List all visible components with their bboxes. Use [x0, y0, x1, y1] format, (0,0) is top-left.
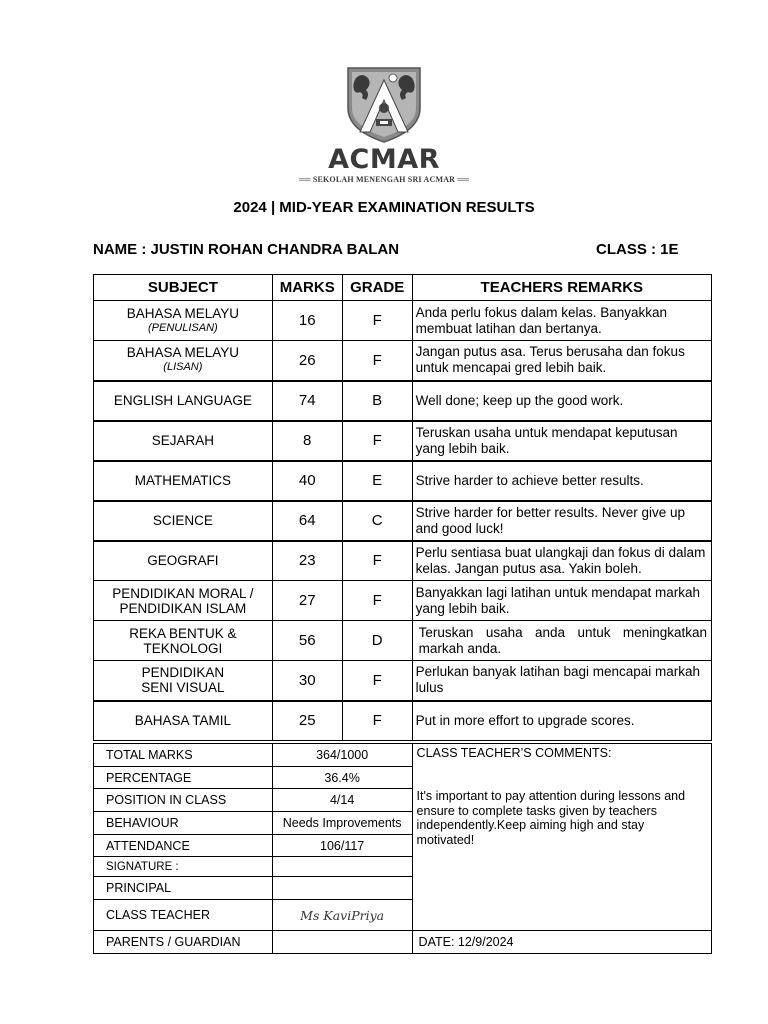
- subject-cell: BAHASA TAMIL: [94, 701, 273, 741]
- grade-cell: B: [342, 381, 412, 421]
- subject-name: PENDIDIKAN MORAL /: [112, 585, 254, 601]
- subject-cell: [94, 621, 273, 661]
- marks-cell: 40: [272, 461, 342, 501]
- table-row: [94, 701, 712, 741]
- total-marks-value: 364/1000: [272, 744, 412, 767]
- grade-cell: F: [342, 301, 412, 341]
- school-logo-subtitle: ══ SEKOLAH MENENGAH SRI ACMAR ══: [298, 175, 470, 184]
- marks-cell: 64: [272, 501, 342, 541]
- remark-cell: Put in more effort to upgrade scores.: [412, 701, 711, 741]
- marks-cell: 8: [272, 421, 342, 461]
- grade-cell: F: [342, 581, 412, 621]
- subject-name-line2: SENI VISUAL: [141, 680, 225, 696]
- subject-cell: [94, 301, 273, 341]
- principal-label: PRINCIPAL: [94, 877, 273, 900]
- subject-cell: SEJARAH: [94, 421, 273, 461]
- school-logo: [290, 64, 478, 188]
- signature-label: SIGNATURE :: [94, 857, 273, 877]
- student-name: NAME : JUSTIN ROHAN CHANDRA BALAN: [93, 241, 400, 258]
- remark-cell: Strive harder to achieve better results.: [412, 461, 711, 501]
- comments-text: It's important to pay attention during lessons and ensure to complete tasks given by teachers independently.Keep aiming high and stay motivated!: [416, 789, 686, 847]
- school-logo-name: ACMAR: [328, 144, 440, 175]
- header-grade: GRADE: [342, 275, 412, 301]
- subject-name: BAHASA MELAYU: [126, 345, 240, 361]
- position-value: 4/14: [272, 789, 412, 812]
- marks-cell: 27: [272, 581, 342, 621]
- principal-signature: [272, 877, 412, 900]
- remark-cell: Perlu sentiasa buat ulangkaji dan fokus di dalam kelas. Jangan putus asa. Yakin boleh.: [412, 541, 711, 581]
- results-table: [93, 274, 712, 741]
- grade-cell: D: [342, 621, 412, 661]
- table-row: [94, 541, 712, 581]
- grade-cell: F: [342, 701, 412, 741]
- student-class: CLASS : 1E: [596, 241, 679, 258]
- parents-label: PARENTS / GUARDIAN: [94, 931, 273, 954]
- subject-cell: [94, 661, 273, 701]
- table-row: [94, 661, 712, 701]
- remark-cell: Well done; keep up the good work.: [412, 381, 711, 421]
- marks-cell: 25: [272, 701, 342, 741]
- subject-name: REKA BENTUK &: [129, 625, 237, 641]
- remark-cell: Banyakkan lagi latihan untuk mendapat markah yang lebih baik.: [412, 581, 711, 621]
- class-teacher-signature: Ms KaviPriya: [272, 900, 412, 931]
- marks-cell: 74: [272, 381, 342, 421]
- subject-subtitle: (LISAN): [163, 361, 203, 374]
- school-crest-icon: [290, 64, 478, 144]
- header-subject: SUBJECT: [94, 275, 273, 301]
- behaviour-value: Needs Improvements: [272, 812, 412, 835]
- table-row: [94, 461, 712, 501]
- summary-row-parents: [94, 931, 712, 954]
- parents-signature: [272, 931, 412, 954]
- grade-cell: C: [342, 501, 412, 541]
- marks-cell: 56: [272, 621, 342, 661]
- marks-cell: 23: [272, 541, 342, 581]
- subject-cell: [94, 581, 273, 621]
- attendance-value: 106/117: [272, 834, 412, 857]
- remark-line1: Teruskan usaha anda untuk meningkatkan: [418, 624, 707, 640]
- document-title: 2024 | MID-YEAR EXAMINATION RESULTS: [233, 199, 535, 216]
- subject-name-line2: TEKNOLOGI: [143, 640, 223, 656]
- subject-cell: MATHEMATICS: [94, 461, 273, 501]
- subject-name: BAHASA MELAYU: [126, 305, 240, 321]
- subject-name: PENDIDIKAN: [141, 665, 225, 681]
- table-row: [94, 301, 712, 341]
- grade-cell: E: [342, 461, 412, 501]
- marks-cell: 26: [272, 341, 342, 381]
- table-row: [94, 581, 712, 621]
- remark-cell: Jangan putus asa. Terus berusaha dan fokus untuk mencapai gred lebih baik.: [412, 341, 711, 381]
- attendance-label: ATTENDANCE: [94, 834, 273, 857]
- grade-cell: F: [342, 541, 412, 581]
- grade-cell: F: [342, 661, 412, 701]
- comments-title: CLASS TEACHER’S COMMENTS:: [416, 746, 612, 760]
- subject-cell: SCIENCE: [94, 501, 273, 541]
- report-date: DATE: 12/9/2024: [412, 931, 711, 954]
- grade-cell: F: [342, 421, 412, 461]
- subject-cell: [94, 341, 273, 381]
- table-row: [94, 381, 712, 421]
- remark-line2: markah anda.: [418, 640, 502, 656]
- class-teacher-label: CLASS TEACHER: [94, 900, 273, 931]
- remark-cell: [412, 621, 711, 661]
- marks-cell: 30: [272, 661, 342, 701]
- class-teacher-comments: [412, 744, 711, 931]
- total-marks-label: TOTAL MARKS: [94, 744, 273, 767]
- table-row: [94, 621, 712, 661]
- subject-subtitle: (PENULISAN): [148, 321, 218, 334]
- signature-blank: [272, 857, 412, 877]
- subject-name-line2: PENDIDIKAN ISLAM: [119, 600, 247, 616]
- table-row: [94, 341, 712, 381]
- table-row: [94, 421, 712, 461]
- remark-cell: Anda perlu fokus dalam kelas. Banyakkan membuat latihan dan bertanya.: [412, 301, 711, 341]
- behaviour-label: BEHAVIOUR: [94, 812, 273, 835]
- table-row: [94, 501, 712, 541]
- summary-table: [93, 743, 712, 954]
- header-remarks: TEACHERS REMARKS: [412, 275, 711, 301]
- percentage-label: PERCENTAGE: [94, 766, 273, 789]
- subject-cell: ENGLISH LANGUAGE: [94, 381, 273, 421]
- header-marks: MARKS: [272, 275, 342, 301]
- position-label: POSITION IN CLASS: [94, 789, 273, 812]
- percentage-value: 36.4%: [272, 766, 412, 789]
- remark-cell: Teruskan usaha untuk mendapat keputusan yang lebih baik.: [412, 421, 711, 461]
- remark-cell: Perlukan banyak latihan bagi mencapai markah lulus: [412, 661, 711, 701]
- summary-row-total: [94, 744, 712, 767]
- subject-cell: GEOGRAFI: [94, 541, 273, 581]
- remark-cell: Strive harder for better results. Never give up and good luck!: [412, 501, 711, 541]
- results-header-row: [94, 275, 712, 301]
- grade-cell: F: [342, 341, 412, 381]
- marks-cell: 16: [272, 301, 342, 341]
